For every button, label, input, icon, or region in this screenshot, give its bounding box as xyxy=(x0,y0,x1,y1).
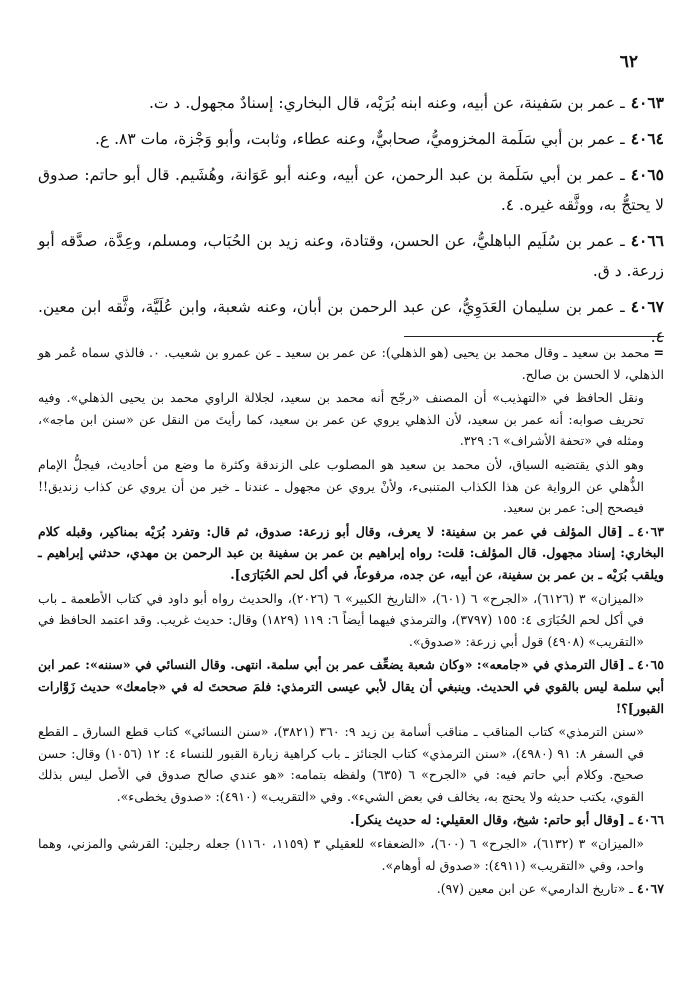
entry-number: ٤٠٦٧ xyxy=(630,297,664,316)
footnote-paragraph: «الميزان» ٣ (٦١٣٢)، «الجرح» ٦ (٦٠٠)، «الضعفاء» للعقيلي ٣ (١١٥٩، ١١٦٠) جعله رجلين: القرشي والمزني، وهما واحد، وفي «التقريب» (٤٩١١): «صدوق له أوهام». xyxy=(38,836,644,873)
footnote-text: محمد بن سعيد ـ وقال محمد بن يحيى (هو الذهلي): عن عمر بن سعيد ـ عن عمرو بن شعيب. ٠. فالذي سماه عُمر هو الذهلي، لا الحسن بن صالح. xyxy=(38,345,664,382)
footnote-text: ـ [قال الترمذي في «جامعه»: «وكان شعبة يضعِّف عمر بن أبي سلمة. انتهى. وقال النسائي في «سننه»: عمر ابن أبي سلمة ليس بالقوي في الحديث. وينبغي أن يقال لأبي عيسى الترمذي: فلمَ صححتَ له في «جامعك» حديث زَوَّارات القبور]؟! xyxy=(38,657,664,716)
footnote-entry xyxy=(38,878,664,900)
footnote-paragraph: «سنن الترمذي» كتاب المناقب ـ مناقب أسامة بن زيد ٩: ٣٦٠ (٣٨٢١)، «سنن النسائي» كتاب قطع السارق ـ القطع في السفر ٨: ٩١ (٤٩٨٠)، «سنن الترمذي» كتاب الجنائز ـ باب كراهية زيارة القبور للنساء ٤: ١٢ (١٠٥٦) وقال: حسن صحيح. وكلام أبي حاتم فيه: في «الجرح» ٦ (٦٣٥) ولفظه بتمامه: «هو عندي صالح صدوق في الأصل ليس بذلك القوي، يكتب حديثه ولا يحتج به، يخالف في بعض الشيء». وفي «التقريب» (٤٩١٠): «صدوق يخطىء». xyxy=(38,724,645,804)
footnote-text: ـ [قال المؤلف في عمر بن سفينة: لا يعرف، وقال أبو زرعة: صدوق، ثم قال: وتفرد بُرَيْه بمناكير، وقبله كلام البخاري: إسناد مجهول. قال المؤلف: قلت: رواه إبراهيم بن عمر بن سفينة بن عبد الرحمن بن مهدي، حدثني إبراهيم ـ ويلقب بُرَيْه ـ بن عمر بن سفينة، عن أبيه، عن جده، مرفوعاً، في أكل لحم الحُبَارَى]. xyxy=(38,523,664,582)
footnotes xyxy=(38,342,664,902)
entry-text: ـ عمر بن أبي سَلَمة بن عبد الرحمن، عن أبيه، وعنه أبو عَوَانة، وهُشَيم. قال أبو حاتم: صدوق لا يحتجُّ به، ووثَّقه غيره. ٤. xyxy=(38,166,664,214)
entry-number: ٤٠٦٥ xyxy=(630,165,664,184)
entry xyxy=(38,124,664,154)
footnote-entry xyxy=(38,521,664,586)
footnote-entry xyxy=(38,809,664,831)
continuation-mark: = xyxy=(653,345,664,360)
footnote-paragraph: «الميزان» ٣ (٦١٢٦)، «الجرح» ٦ (٦٠١)، «التاريخ الكبير» ٦ (٢٠٢٦)، والحديث رواه أبو داود في كتاب الأطعمة ـ باب في أكل لحم الحُبَارَى ٤: ١٥٥ (٣٧٩٧)، والترمذي فيهما أيضاً ٦: ١١٩ (١٨٢٩) وقال: حديث غريب. وقد اعتمد الحافظ في «التقريب» (٤٩٠٨) قول أبي زرعة: «صدوق». xyxy=(38,590,645,649)
entry-number: ٤٠٦٣ xyxy=(630,93,664,112)
footnote-separator xyxy=(404,336,664,337)
entry xyxy=(38,226,664,286)
footnote-number: ٤٠٦٣ xyxy=(636,523,664,539)
footnote-text: ـ «تاريخ الدارمي» عن ابن معين (٩٧). xyxy=(436,881,633,897)
entry-text: ـ عمر بن سُلَيم الباهليُّ، عن الحسن، وقتادة، وعنه زيد بن الحُبَاب، ومسلم، وعِدَّة، صدَّقه أبو زرعة. د ق. xyxy=(38,232,664,280)
entry-text: ـ عمر بن سَفينة، عن أبيه، وعنه ابنه بُرَيْه، قال البخاري: إسنادٌ مجهول. د ت. xyxy=(148,94,625,112)
footnote-number: ٤٠٦٧ xyxy=(636,881,664,897)
page-number: ٦٢ xyxy=(619,52,638,72)
footnote-paragraph: وهو الذي يقتضيه السياق، لأن محمد بن سعيد هو المصلوب على الزندقة وكثرة ما وضع من أحاديث، فيجلُّ الإمام الذُّهلي عن الرواية عن هذا الكذاب المتنبىء، ولأنْ يروي عن مجهول ـ عندنا ـ خير من أن يروي عن كذاب زنديق!! فيصحح إلى: عمر بن سعيد. xyxy=(38,456,644,516)
entry-text: ـ عمر بن سليمان العَدَوِيُّ، عن عبد الرحمن بن أبان، وعنه شعبة، وابن عُلَيَّة، وثَّقه ابن معين. ٤. xyxy=(38,298,664,346)
entry-number: ٤٠٦٦ xyxy=(630,231,664,250)
footnote-continuation xyxy=(38,342,664,385)
footnote-paragraph: ونقل الحافظ في «التهذيب» أن المصنف «رجّح أنه محمد بن سعيد، لجلالة الراوي محمد بن يحيى الذهلي». وفيه تحريف صوابه: أنه عمر بن سعيد، لأن الذهلي يروي عن عمر بن سعيد، كما رأيتَ من النقل عن «سنن ابن ماجه»، ومثله في «تحفة الأشراف» ٦: ٣٢٩. xyxy=(38,390,644,449)
footnote-entry xyxy=(38,654,664,719)
footnote-number: ٤٠٦٥ xyxy=(636,657,664,673)
footnote-text: ـ [وقال أبو حاتم: شيخ، وقال العقيلي: له حديث ينكر]. xyxy=(350,812,633,828)
entry-number: ٤٠٦٤ xyxy=(630,129,664,148)
main-entries xyxy=(38,88,664,358)
entry-text: ـ عمر بن أبي سَلَمة المخزوميُّ، صحابيٌّ، وعنه عطاء، وثابت، وأبو وَجْزة، مات ٨٣. ع. xyxy=(94,130,625,148)
entry xyxy=(38,160,664,220)
entry xyxy=(38,88,664,118)
footnote-number: ٤٠٦٦ xyxy=(636,812,664,828)
